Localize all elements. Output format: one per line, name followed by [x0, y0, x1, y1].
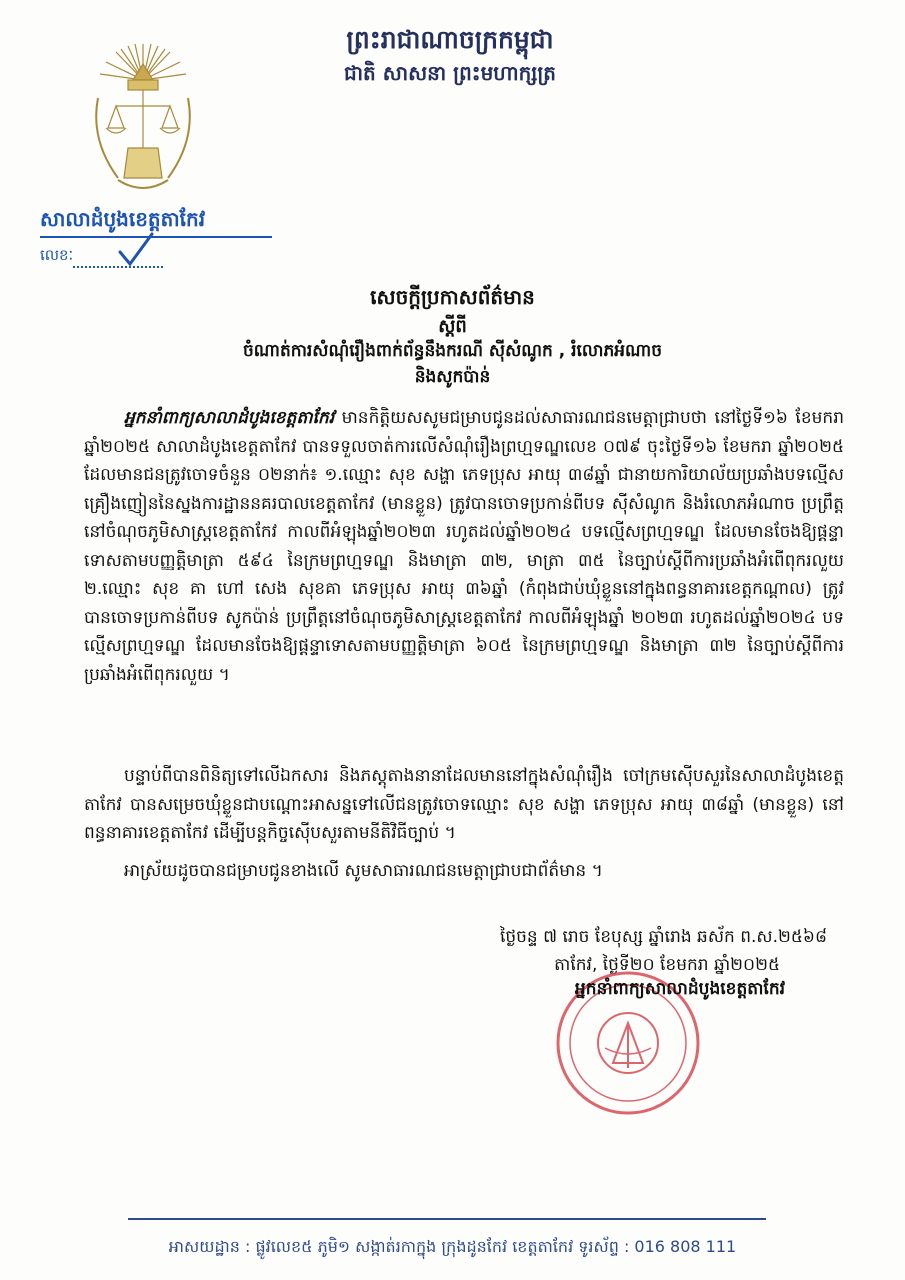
paragraph-2-text: បន្ទាប់ពីបានពិនិត្យទៅលើឯកសារ និងភស្តុតាងនានាដែលមាននៅក្នុងសំណុំរឿង ចៅក្រមស៊ើបសួរនៃសាលាដំបូងខេត្តតាកែវ បានសម្រេចឃុំខ្លួនជាបណ្តោះអាសន្នទៅលើជនត្រូវចោទឈ្មោះ សុខ សង្ហា ភេទប្រុស អាយុ ៣៨ឆ្នាំ (មានខ្លួន) នៅពន្ធនាគារខេត្តតាកែវ ដើម្បីបន្តកិច្ចស៊ើបសួរតាមនីតិវិធីច្បាប់ ។ [84, 766, 844, 843]
kingdom-header [300, 22, 600, 88]
title-subject: ចំណាត់ការសំណុំរឿងពាក់ព័ន្ធនឹងករណី ស៊ីសំណូក , រំលោភអំណាច [243, 341, 662, 361]
lunar-date: ថ្ងៃចន្ទ ៧ រោច ខែបុស្ស ឆ្នាំរោង ឆស័ក ព.ស.២៥៦៨ [499, 927, 827, 947]
checkmark-icon [116, 232, 156, 268]
paragraph-2 [84, 762, 844, 848]
document-title: សេចក្តីប្រកាសព័ត៌មាន [370, 285, 535, 309]
kingdom-name: ព្រះរាជាណាចក្រកម្ពុជា [346, 25, 554, 54]
issuer-underline [40, 236, 272, 238]
footer-address: អាសយដ្ឋាន : ផ្លូវលេខ៥ ភូមិ១ សង្កាត់រកាក្នុង ក្រុងដូនកែវ ខេត្តតាកែវ ទូរស័ព្ទ : 016 808 111 [168, 1237, 737, 1256]
judicial-emblem-icon [88, 40, 198, 200]
spokesperson-lead: អ្នកនាំពាក្យសាលាដំបូងខេត្តតាកែវ [124, 408, 335, 428]
paragraph-1 [84, 404, 844, 689]
paragraph-3 [84, 857, 844, 886]
paragraph-1-text: មានកិត្តិយសសូមជម្រាបជូនដល់សាធារណជនមេត្តាជ្រាបថា នៅថ្ងៃទី១៦ ខែមករា ឆ្នាំ២០២៥ សាលាដំបូងខេត្តតាកែវ បានទទួលចាត់ការលើសំណុំរឿងព្រហ្មទណ្ឌលេខ ០៧៩ ចុះថ្ងៃទី១៦ ខែមករា ឆ្នាំ២០២៥ ដែលមានជនត្រូវចោទចំនួន ០២នាក់៖ ១.ឈ្មោះ សុខ សង្ហា ភេទប្រុស អាយុ ៣៨ឆ្នាំ ជានាយការិយាល័យប្រឆាំងបទល្មើសគ្រឿងញៀននៃស្នងការដ្ឋាននគរបាលខេត្តតាកែវ (មានខ្លួន) ត្រូវបានចោទប្រកាន់ពីបទ ស៊ីសំណូក និងរំលោភអំណាច ប្រព្រឹត្តនៅចំណុចភូមិសាស្ត្រខេត្តតាកែវ កាលពីអំឡុងឆ្នាំ២០២៣ រហូតដល់ឆ្នាំ២០២៤ បទល្មើសព្រហ្មទណ្ឌ ដែលមានចែងឱ្យផ្តន្ទាទោសតាមបញ្ញត្តិមាត្រា ៥៩៤ នៃក្រមព្រហ្មទណ្ឌ និងមាត្រា ៣២, មាត្រា ៣៥ នៃច្បាប់ស្តីពីការប្រឆាំងអំពើពុករលួយ ២.ឈ្មោះ សុខ គា ហៅ សេង សុខគា ភេទប្រុស អាយុ ៣៦ឆ្នាំ (កំពុងជាប់ឃុំខ្លួននៅក្នុងពន្ធនាគារខេត្តកណ្តាល) ត្រូវបានចោទប្រកាន់ពីបទ សូកប៉ាន់ ប្រព្រឹត្តនៅចំណុចភូមិសាស្ត្រខេត្តតាកែវ កាលពីអំឡុងឆ្នាំ ២០២៣ រហូតដល់ឆ្នាំ២០២៤ បទល្មើសព្រហ្មទណ្ឌ ដែលមានចែងឱ្យផ្តន្ទាទោសតាមបញ្ញត្តិមាត្រា ៦០៥ នៃក្រមព្រហ្មទណ្ឌ និងមាត្រា ៣២ នៃច្បាប់ស្តីពីការប្រឆាំងអំពើពុករលួយ ។ [84, 408, 844, 685]
issue-date: តាកែវ, ថ្ងៃទី២០ ខែមករា ឆ្នាំ២០២៥ [554, 955, 780, 975]
issuer-name: សាលាដំបូងខេត្តតាកែវ [40, 207, 206, 231]
footer-divider [128, 1218, 766, 1220]
paragraph-3-text: អាស្រ័យដូចបានជម្រាបជូនខាងលើ សូមសាធារណជនមេត្តាជ្រាបជាព័ត៌មាន ។ [124, 861, 603, 881]
title-subject-cont: និងសូកប៉ាន់ [414, 367, 491, 387]
national-motto: ជាតិ សាសនា ព្រះមហាក្សត្រ [344, 61, 556, 85]
signatory-title: អ្នកនាំពាក្យសាលាដំបូងខេត្តតាកែវ [574, 979, 785, 999]
title-about: ស្តីពី [438, 316, 467, 337]
reference-label: លេខៈ [40, 246, 74, 264]
